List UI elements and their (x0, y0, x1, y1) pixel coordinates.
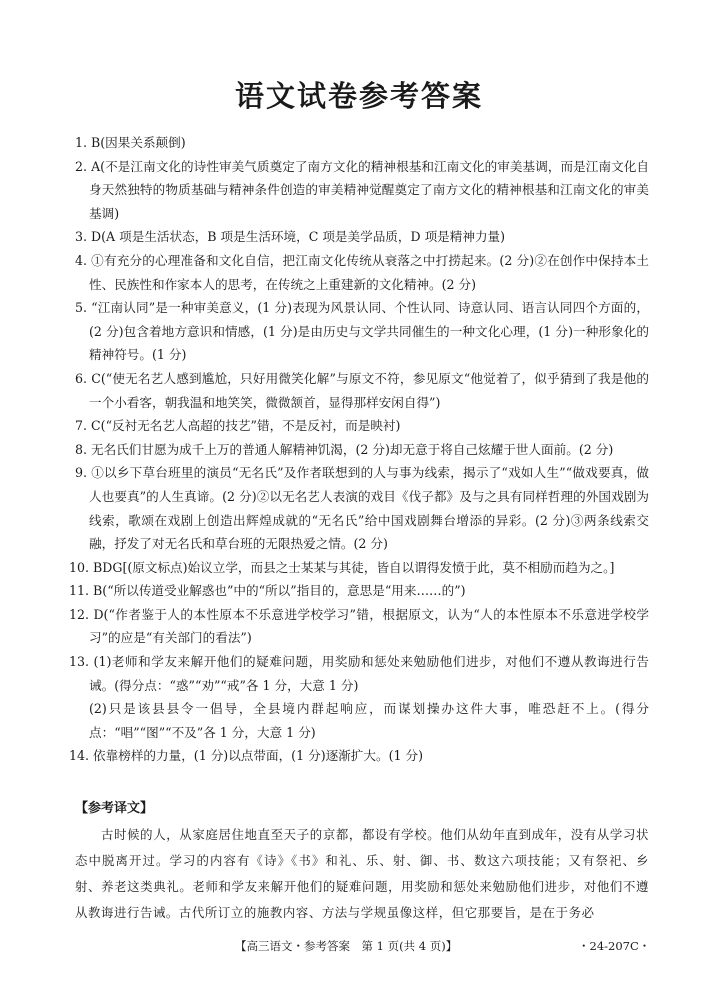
answer-item-5: 5. “江南认同”是一种审美意义，(1 分)表现为风景认同、个性认同、诗意认同、语言认同四个方面的，(2 分)包含着地方意识和情感，(1 分)是由历史与文学共同催生的一种文化心理，(1 分)一种形象化的精神符号。(1 分) (75, 300, 649, 363)
answer-item-7: 7. C(“反衬无名艺人高超的技艺”错，不是反衬，而是映衬) (75, 418, 401, 434)
translation-text: 古时候的人，从家庭居住地直至天子的京都，都设有学校。他们从幼年直到成年，没有从学习状态中脱离开过。学习的内容有《诗》《书》和礼、乐、射、御、书、数这六项技能；又有祭祀、乡射、养老这类典礼。老师和学友来解开他们的疑难问题，用奖励和惩处来勉励他们进步，对他们不遵从教诲进行告诫。古代所订立的施教内容、方法与学规虽像这样，但它那要旨，是在于务必 (75, 827, 649, 920)
answer-item-6: 6. C(“使无名艺人感到尴尬，只好用微笑化解”与原文不符，参见原文“他觉着了，似乎猜到了我是他的一个小看客，朝我温和地笑笑，微微颔首，显得那样安闲自得”) (75, 370, 649, 410)
translation-heading: 【参考译文】 (75, 801, 154, 816)
answer-item-9: 9. ①以乡下草台班里的演员“无名氏”及作者联想到的人与事为线索，揭示了“戏如人生”“做戏要真，做人也要真”的人生真谛。(2 分)②以无名艺人表演的戏目《伐子都》及与之具有同样哲理的外国戏剧为线索，歌颂在戏剧上创造出辉煌成就的“无名氏”给中国戏剧舞台增添的异彩。(2 分)③两条线索交融，抒发了对无名氏和草台班的无限热爱之情。(2 分) (75, 465, 649, 552)
answer-item-1: 1. B(因果关系颠倒) (75, 135, 186, 150)
answer-item-11: 11. B(“所以传道受业解惑也”中的“所以”指目的，意思是“用来……的”) (69, 583, 466, 599)
answer-item-13-part-2: (2)只是该县县令一倡导，全县境内群起响应，而谋划操办这件大事，唯恐赶不上。(得分点：“唱”“图”“不及”各 1 分，大意 1 分) (89, 701, 649, 740)
answer-item-3: 3. D(A 项是生活状态，B 项是生活环境，C 项是美学品质，D 项是精神力量) (75, 229, 506, 245)
footer-code: ・24-207C・ (578, 939, 651, 953)
answer-item-13-part-1: 13. (1)老师和学友来解开他们的疑难问题，用奖励和惩处来勉励他们进步，对他们不遵从教诲进行告诫。(得分点：“惑”“劝”“戒”各 1 分，大意 1 分) (69, 654, 649, 693)
answer-item-4: 4. ①有充分的心理准备和文化自信，把江南文化传统从衰落之中打捞起来。(2 分)②在创作中保持本土性、民族性和作家本人的思考，在传统之上重建新的文化精神。(2 分) (75, 252, 649, 292)
answer-list (69, 131, 649, 768)
page-title: 语文试卷参考答案 (234, 79, 483, 113)
footer-page-label: 【高三语文・参考答案 第 1 页(共 4 页)】 (235, 939, 458, 953)
answer-item-12: 12. D(“作者鉴于人的本性原本不乐意进学校学习”错，根据原文，认为“人的本性原本不乐意进学校学习”的应是“有关部门的看法”) (69, 606, 649, 646)
answer-item-8: 8. 无名氏们甘愿为成千上万的普通人解精神饥渴，(2 分)却无意于将自己炫耀于世人面前。(2 分) (75, 441, 614, 457)
answer-item-2: 2. A(不是江南文化的诗性审美气质奠定了南方文化的精神根基和江南文化的审美基调，而是江南文化自身天然独特的物质基础与精神条件创造的审美精神觉醒奠定了南方文化的精神根基和江南文化的审美基调) (75, 158, 649, 221)
answer-item-14: 14. 依靠榜样的力量，(1 分)以点带面，(1 分)逐渐扩大。(1 分) (69, 748, 424, 764)
answer-item-10: 10. BDG[(原文标点)始议立学，而县之士某某与其徒，皆自以谓得发愤于此，莫不相励而趋为之。] (69, 559, 615, 575)
